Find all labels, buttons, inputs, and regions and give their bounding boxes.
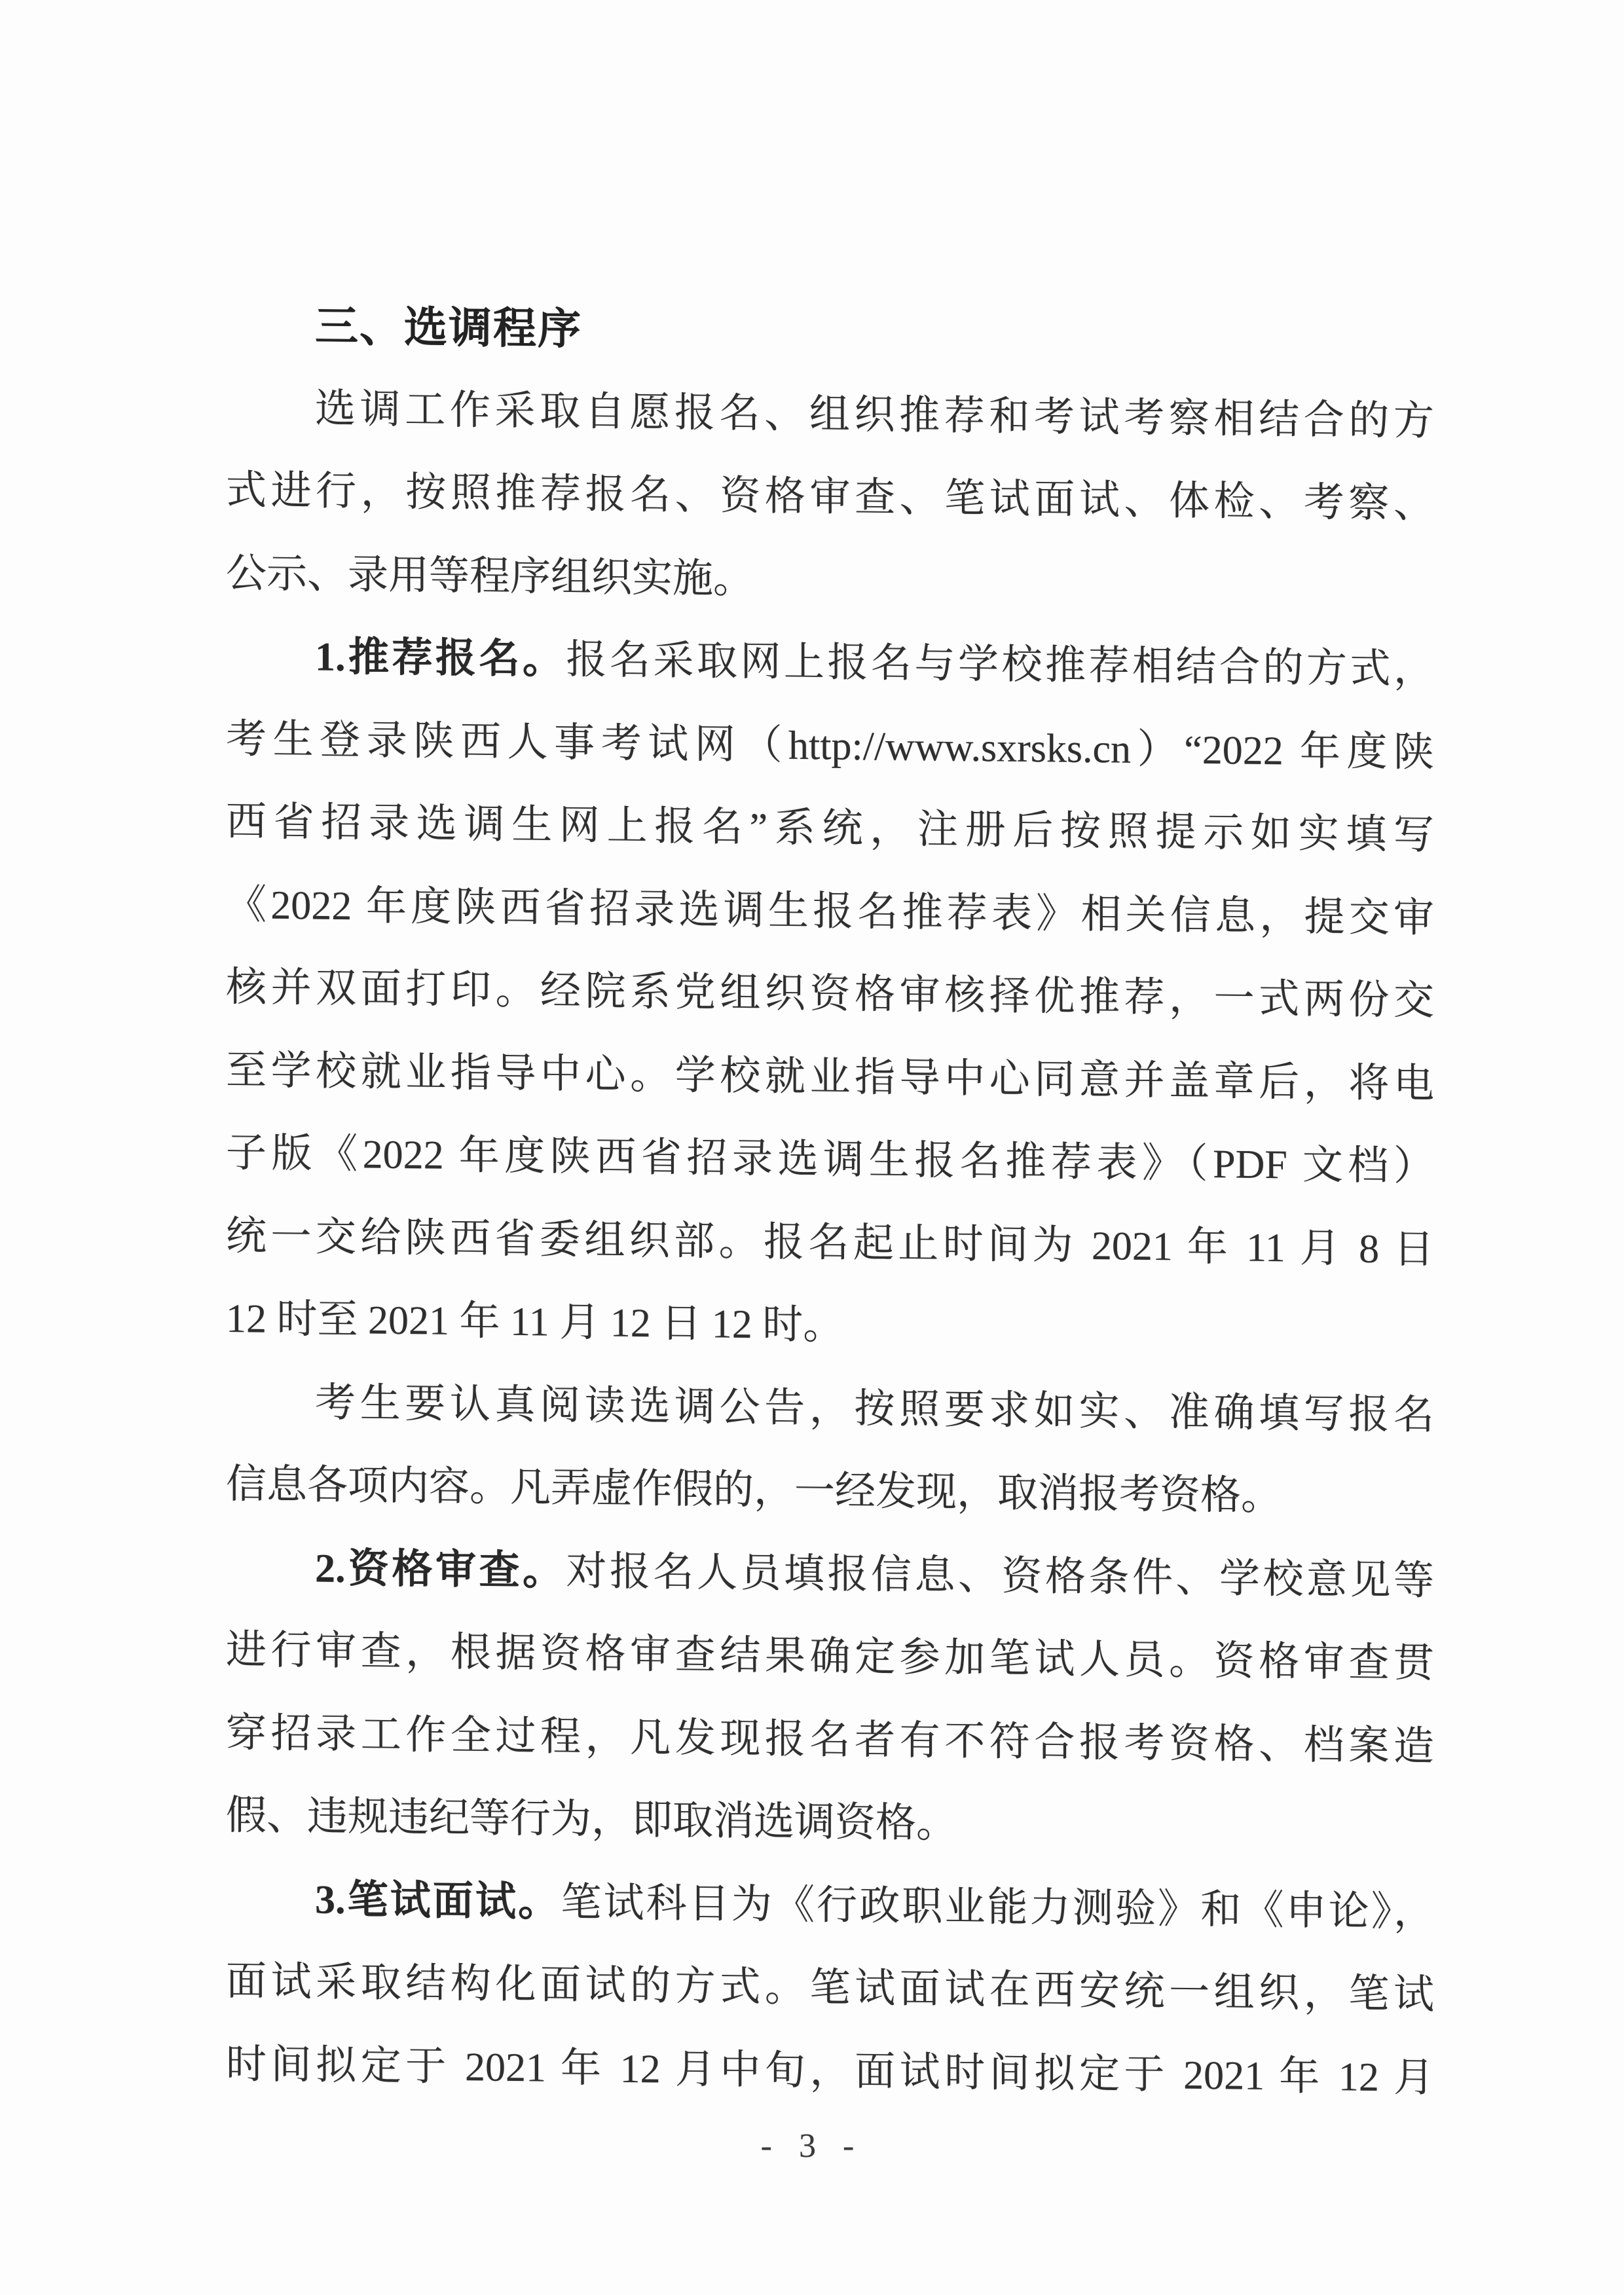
text-line [226,1526,1434,1623]
text-line [226,615,1434,711]
text-line: 西省招录选调生网上报名”系统，注册后按照提示如实填写 [226,799,1434,858]
item-number-label: 2.资格审查。 [315,1546,566,1594]
text-line: 面试采取结构化面试的方式。笔试面试在西安统一组织，笔试 [226,1959,1434,2017]
text-line: 时间拟定于 2021 年 12 月中旬，面试时间拟定于 2021 年 12 月 [226,2042,1434,2101]
text-line: 假、违规违纪等行为，即取消选调资格。 [226,1793,957,1846]
text-line: 进行审查，根据资格审查结果确定参加笔试人员。资格审查贯 [226,1628,1434,1686]
item-number-label: 1.推荐报名。 [315,634,566,682]
text-line: 信息各项内容。凡弄虚作假的，一经发现，取消报考资格。 [226,1462,1282,1519]
text-line [226,1858,1434,1954]
item-text: 对报名人员填报信息、资格条件、学校意见等 [566,1549,1434,1604]
text-line: 子版《2022 年度陕西省招录选调生报名推荐表》（PDF 文档） [226,1131,1434,1189]
section-heading: 三、选调程序 [315,301,582,354]
document-body [226,284,1434,2120]
text-line: 考生要认真阅读选调公告，按照要求如实、准确填写报名 [315,1380,1434,1438]
text-line: 穿招录工作全过程，凡发现报名者有不符合报考资格、档案造 [226,1710,1434,1769]
text-line: 《2022 年度陕西省招录选调生报名推荐表》相关信息，提交审 [226,882,1434,941]
text-line: 式进行，按照推荐报名、资格审查、笔试面试、体检、考察、 [226,468,1434,526]
item-number-label: 3.笔试面试。 [315,1877,561,1925]
page-number: - 3 - [760,2127,864,2165]
text-line: 公示、录用等程序组织实施。 [226,551,754,602]
text-line: 统一交给陕西省委组织部。报名起止时间为 2021 年 11 月 8 日 [226,1213,1434,1272]
text-line: 考生登录陕西人事考试网（http://www.sxrsks.cn）“2022 年度陕 [226,716,1434,775]
text-line: 选调工作采取自愿报名、组织推荐和考试考察相结合的方 [315,386,1434,444]
text-line: 核并双面打印。经院系党组织资格审核择优推荐，一式两份交 [226,965,1434,1023]
text-line: 12 时至 2021 年 11 月 12 日 12 时。 [226,1296,844,1348]
item-text: 报名采取网上报名与学校推荐相结合的方式， [566,637,1434,692]
item-text: 笔试科目为《行政职业能力测验》和《申论》， [561,1880,1434,1935]
text-line: 至学校就业指导中心。学校就业指导中心同意并盖章后，将电 [226,1048,1434,1107]
